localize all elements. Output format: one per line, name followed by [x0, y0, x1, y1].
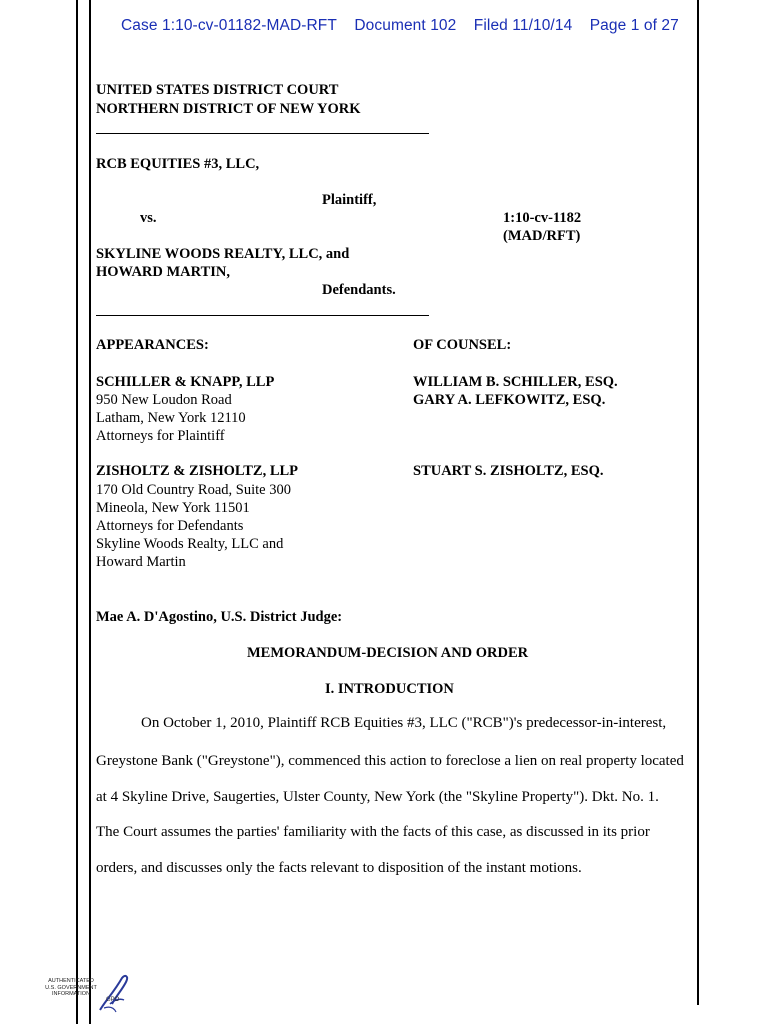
- firm1-address-line: Latham, New York 12110: [96, 410, 246, 426]
- eagle-icon: [92, 970, 132, 1014]
- caption-bottom-rule: [96, 315, 429, 316]
- body-line-4: The Court assumes the parties' familiarity with the facts of this case, as discussed in its prior: [96, 824, 650, 840]
- of-counsel-heading: OF COUNSEL:: [413, 337, 512, 353]
- document-title: MEMORANDUM-DECISION AND ORDER: [247, 645, 529, 661]
- left-margin-rule-inner: [89, 0, 91, 1024]
- caption-top-rule: [96, 133, 429, 134]
- firm1-address-line: 950 New Loudon Road: [96, 392, 232, 408]
- firm1-name: SCHILLER & KNAPP, LLP: [96, 374, 275, 390]
- plaintiff-name: RCB EQUITIES #3, LLC,: [96, 156, 260, 172]
- judge-line: Mae A. D'Agostino, U.S. District Judge:: [96, 609, 343, 625]
- seal-text-line: AUTHENTICATED: [48, 978, 94, 984]
- left-margin-rule-outer: [76, 0, 78, 1024]
- document-number-header: Document 102: [354, 17, 457, 34]
- versus-label: vs.: [140, 210, 157, 226]
- plaintiff-label: Plaintiff,: [322, 192, 377, 208]
- firm2-address-line: 170 Old Country Road, Suite 300: [96, 482, 291, 498]
- case-number-header: Case 1:10-cv-01182-MAD-RFT: [121, 17, 337, 34]
- firm2-name: ZISHOLTZ & ZISHOLTZ, LLP: [96, 463, 299, 479]
- gpo-authentication-seal: [40, 970, 130, 1014]
- firm1-role-line: Attorneys for Plaintiff: [96, 428, 225, 444]
- right-margin-rule: [697, 0, 699, 1005]
- body-line-5: orders, and discusses only the facts relevant to disposition of the instant motions.: [96, 860, 582, 876]
- defendant-name-line1: SKYLINE WOODS REALTY, LLC, and: [96, 246, 350, 262]
- filed-date-header: Filed 11/10/14: [473, 17, 573, 34]
- firm2-address-line: Mineola, New York 11501: [96, 500, 250, 516]
- page-number-header: Page 1 of 27: [589, 17, 679, 34]
- firm2-counsel: STUART S. ZISHOLTZ, ESQ.: [413, 463, 604, 479]
- firm2-role-line: Attorneys for Defendants: [96, 518, 244, 534]
- court-name-line1: UNITED STATES DISTRICT COURT: [96, 82, 339, 98]
- court-name-line2: NORTHERN DISTRICT OF NEW YORK: [96, 101, 361, 117]
- filing-header: [121, 17, 692, 35]
- defendant-name-line2: HOWARD MARTIN,: [96, 264, 231, 280]
- case-judges: (MAD/RFT): [503, 228, 581, 244]
- body-line-2: Greystone Bank ("Greystone"), commenced this action to foreclose a lien on real property located: [96, 753, 684, 769]
- firm2-role-line: Howard Martin: [96, 554, 186, 570]
- firm1-counsel: GARY A. LEFKOWITZ, ESQ.: [413, 392, 606, 408]
- section-heading: I. INTRODUCTION: [325, 681, 454, 697]
- firm1-counsel: WILLIAM B. SCHILLER, ESQ.: [413, 374, 618, 390]
- firm2-role-line: Skyline Woods Realty, LLC and: [96, 536, 284, 552]
- seal-text-line: U.S. GOVERNMENT: [45, 984, 97, 991]
- appearances-heading: APPEARANCES:: [96, 337, 209, 353]
- body-line-3: at 4 Skyline Drive, Saugerties, Ulster County, New York (the "Skyline Property"). Dkt. No. 1.: [96, 789, 659, 805]
- seal-text-line: INFORMATION: [51, 991, 91, 997]
- case-number: 1:10-cv-1182: [503, 210, 582, 226]
- gpo-label: GPO: [106, 997, 120, 1003]
- body-line-1: On October 1, 2010, Plaintiff RCB Equities #3, LLC ("RCB")'s predecessor-in-interest,: [141, 715, 667, 731]
- defendant-label: Defendants.: [322, 282, 396, 298]
